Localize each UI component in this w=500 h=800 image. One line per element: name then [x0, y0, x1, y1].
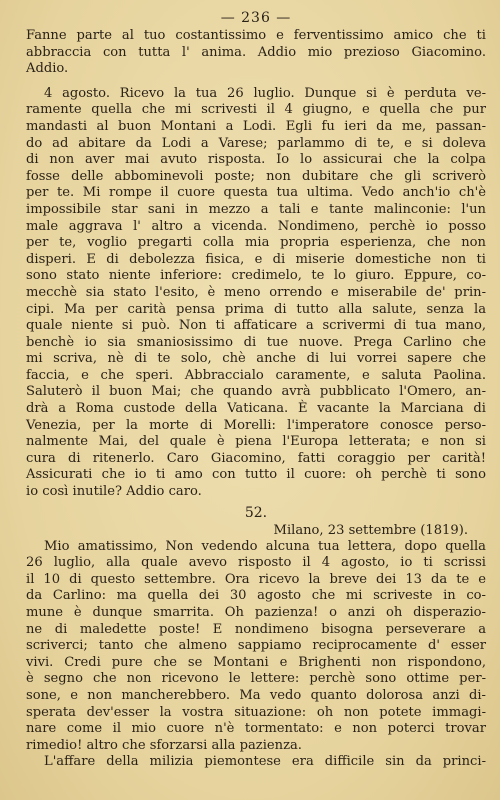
text-line: fosse delle abbominevoli poste; non dubitare che gli scriverò — [26, 168, 486, 184]
paragraph-letter-body — [26, 539, 486, 755]
text-line: ne di maledette poste! E nondimeno bisogna perseverare a — [26, 621, 486, 637]
text-line: sono stato niente inferiore: credimelo, te lo giuro. Eppure, co- — [26, 268, 486, 284]
text-line: mecchè sia stato l'esito, è meno orrendo e miserabile de' prin- — [26, 284, 486, 300]
text-line: mandasti al buon Montani a Lodi. Egli fu ieri da me, passan- — [26, 118, 486, 134]
text-line: drà a Roma custode della Vaticana. È vacante la Marciana di — [26, 401, 486, 417]
text-line: nare come il mio cuore n'è tormentato: e non poterci trovar — [26, 721, 486, 737]
text-line: faccia, e che speri. Abbraccialo caramente, e saluta Paolina. — [26, 367, 486, 383]
text-line: impossibile star sani in mezzo a tali e tante malinconie: l'un — [26, 201, 486, 217]
text-line: Assicurati che io ti amo con tutto il cuore: oh perchè ti sono — [26, 467, 486, 483]
paragraph-letter-next — [26, 754, 486, 771]
text-line: disperi. E di debolezza fisica, e di miserie domestiche non ti — [26, 251, 486, 267]
text-line: ramente quella che mi scrivesti il 4 giugno, e quella che pur — [26, 102, 486, 118]
paragraph-august-4 — [26, 86, 486, 501]
text-line: mune è dunque smarrita. Oh pazienza! o anzi oh disperazio- — [26, 605, 486, 620]
text-line: 26 luglio, alla quale avevo risposto il 4 agosto, io ti scrissi — [26, 555, 486, 571]
text-line: nalmente Mai, del quale è piena l'Europa letterata; e non si — [26, 434, 486, 450]
paragraph-gap — [26, 78, 486, 86]
text-line: Fanne parte al tuo costantissimo e ferventissimo amico che ti — [26, 28, 486, 43]
text-line: abbraccia con tutta l' anima. Addio mio prezioso Giacomino. — [26, 44, 486, 60]
text-line: L'affare della milizia piemontese era difficile sin da princi- — [44, 754, 486, 770]
text-line: do ad abitare da Lodi a Varese; parlammo di te, e si doleva — [26, 135, 486, 151]
text-line: Venezia, per la morte di Morelli: l'imperatore conosce perso- — [26, 417, 486, 433]
text-line: male aggrava l' altro a vicenda. Nondimeno, perchè io posso — [26, 218, 486, 234]
text-line: mi scriva, nè di te solo, chè anche di lui vorrei sapere che — [26, 351, 486, 367]
text-line: benchè io sia smaniosissimo di tue nuove. Prega Carlino che — [26, 334, 486, 350]
text-line: io così inutile? Addio caro. — [26, 484, 202, 500]
text-line: rimedio! altro che sforzarsi alla pazienza. — [26, 737, 302, 753]
text-line: cura di ritenerlo. Caro Giacomino, fatti coraggio per carità! — [26, 450, 486, 466]
text-line: Addio. — [26, 61, 69, 77]
letter-number: 52. — [244, 504, 268, 521]
text-line: è segno che non ricevono le lettere: perchè sono ottime per- — [26, 671, 486, 687]
text-line: quale niente si può. Non ti affaticare a scrivermi di tua mano, — [26, 318, 486, 334]
text-line: per te, voglio pregarti colla mia propria esperienza, che non — [26, 235, 486, 251]
text-line: sone, e non mancherebbero. Ma vedo quanto dolorosa anzi di- — [26, 687, 486, 703]
letter-dateline: Milano, 23 settembre (1819). — [273, 522, 468, 538]
text-line: vivi. Credi pure che se Montani e Brighenti non rispondono, — [26, 654, 486, 670]
text-line: il 10 di questo settembre. Ora ricevo la breve dei 13 da te e — [26, 571, 486, 587]
text-line: di non aver mai avuto risposta. Io lo assicurai che la colpa — [26, 152, 486, 168]
paragraph-closing — [26, 28, 486, 78]
text-line: 4 agosto. Ricevo la tua 26 luglio. Dunque si è perduta ve- — [44, 85, 486, 101]
page-number: — 236 — — [220, 10, 292, 26]
text-line: cipi. Ma per carità pensa prima di tutto alla salute, senza la — [26, 301, 486, 317]
text-line: scriverci; tanto che almeno sappiamo reciprocamente d' esser — [26, 638, 486, 654]
text-line: sperata dev'esser la vostra situazione: oh non potete immagi- — [26, 704, 486, 720]
text-line: da Carlino: ma quella dei 30 agosto che mi scriveste in co- — [26, 588, 486, 604]
text-line: Mio amatissimo, Non vedendo alcuna tua lettera, dopo quella — [44, 538, 486, 554]
text-line: Saluterò il buon Mai; che quando avrà pubblicato l'Omero, an- — [26, 384, 486, 400]
text-line: per te. Mi rompe il cuore questa tua ultima. Vedo anch'io ch'è — [26, 185, 486, 201]
